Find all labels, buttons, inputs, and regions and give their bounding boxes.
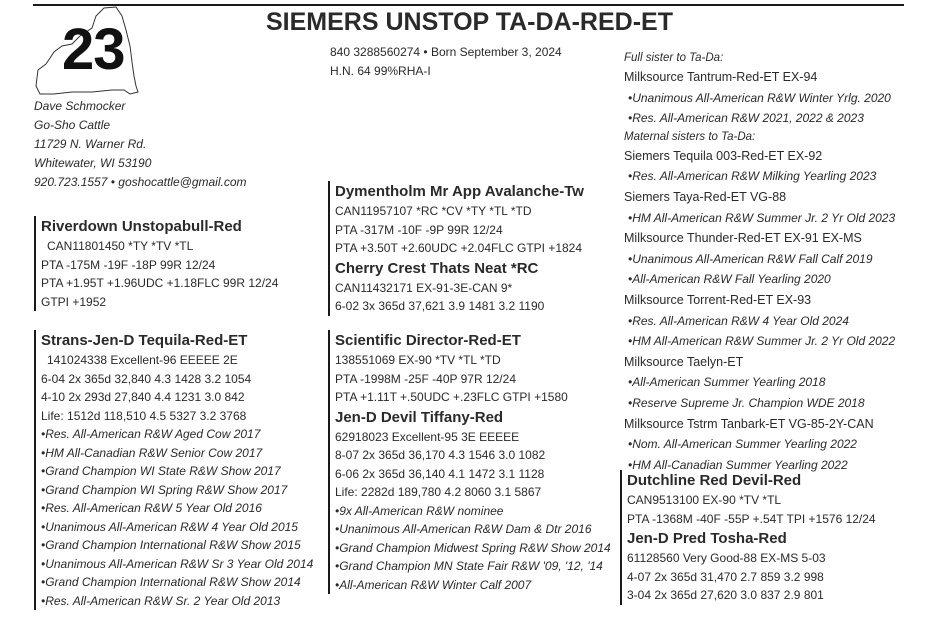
dam-award: •Unanimous All-American R&W 4 Year Old 2015 bbox=[41, 519, 298, 534]
page-title: SIEMERS UNSTOP TA-DA-RED-ET bbox=[266, 8, 673, 36]
dam-dam-award: •Grand Champion MN State Fair R&W '09, '12, '14 bbox=[335, 559, 603, 573]
third-dam-record: 3-04 2x 365d 27,620 3.0 837 2.9 801 bbox=[627, 588, 824, 602]
sister-name: Siemers Taya-Red-ET VG-88 bbox=[624, 189, 787, 204]
registration-info bbox=[330, 43, 562, 81]
sister-award: •Reserve Supreme Jr. Champion WDE 2018 bbox=[628, 395, 865, 410]
sister-award: •All-American Summer Yearling 2018 bbox=[628, 375, 826, 390]
dam-dam-award: •Grand Champion Midwest Spring R&W Show 2014 bbox=[335, 540, 611, 555]
registration-line: H.N. 64 99%RHA-I bbox=[330, 64, 431, 78]
dam-dam-name: Jen-D Devil Tiffany-Red bbox=[335, 408, 504, 426]
dam-award: •Res. All-American R&W Aged Cow 2017 bbox=[41, 427, 261, 441]
dam-sire-line: PTA +1.11T +.50UDC +.23FLC GTPI +1580 bbox=[335, 390, 568, 404]
dam-dam-award: •All-American R&W Winter Calf 2007 bbox=[335, 577, 532, 592]
consignor-line: 920.723.1557 • goshocattle@gmail.com bbox=[34, 175, 247, 189]
dam-name: Strans-Jen-D Tequila-Red-ET bbox=[41, 332, 248, 349]
maternal-sister-label: Maternal sisters to Ta-Da: bbox=[624, 130, 756, 143]
dam-dam-reg: 62918023 Excellent-95 3E EEEEE bbox=[335, 429, 520, 444]
sire-line: PTA +1.95T +1.96UDC +1.18FLC 99R 12/24 bbox=[41, 276, 279, 290]
dam-dam-award: •9x All-American R&W nominee bbox=[335, 503, 504, 518]
sister-award: •Nom. All-American Summer Yearling 2022 bbox=[628, 437, 857, 452]
sire-sire-name: Dymentholm Mr App Avalanche-Tw bbox=[335, 183, 584, 200]
sire-line: PTA -175M -19F -18P 99R 12/24 bbox=[41, 257, 216, 272]
lot-badge bbox=[32, 6, 144, 98]
registration-line: 840 3288560274 • Born September 3, 2024 bbox=[330, 45, 562, 59]
third-dam-name: Jen-D Pred Tosha-Red bbox=[627, 530, 787, 547]
consignor-line: Dave Schmocker bbox=[34, 99, 126, 113]
dam-record: 4-10 2x 293d 27,840 4.4 1231 3.0 842 bbox=[41, 390, 245, 404]
sire-sire-line: CAN11957107 *RC *CV *TY *TL *TD bbox=[335, 204, 532, 218]
third-sire-line: CAN9513100 EX-90 *TV *TL bbox=[627, 493, 782, 507]
top-rule bbox=[33, 4, 904, 6]
dam-award: •HM All-Canadian R&W Senior Cow 2017 bbox=[41, 445, 263, 460]
sister-award: •Res. All-American R&W 4 Year Old 2024 bbox=[628, 313, 849, 328]
consignor-line: 11729 N. Warner Rd. bbox=[34, 137, 147, 151]
family-block bbox=[624, 50, 895, 475]
sire-sire-block bbox=[328, 181, 584, 316]
sire-sire-line: PTA +3.50T +2.60UDC +2.04FLC GTPI +1824 bbox=[335, 241, 583, 255]
third-dam-record: 4-07 2x 365d 31,470 2.7 859 3.2 998 bbox=[627, 569, 824, 584]
dam-sire-block bbox=[328, 330, 611, 594]
dam-award: •Res. All-American R&W Sr. 2 Year Old 2013 bbox=[41, 593, 281, 608]
sister-award: •HM All-Canadian Summer Yearling 2022 bbox=[628, 457, 848, 472]
dam-dam-record: 6-06 2x 365d 36,140 4.1 1472 3.1 1128 bbox=[335, 466, 545, 481]
sister-name: Milksource Taelyn-ET bbox=[624, 354, 744, 369]
sister-award: •Res. All-American R&W 2021, 2022 & 2023 bbox=[628, 111, 864, 126]
sire-sire-line: PTA -317M -10F -9P 99R 12/24 bbox=[335, 222, 503, 237]
sister-award: •HM All-American R&W Summer Jr. 2 Yr Old 2022 bbox=[628, 334, 896, 349]
sister-name: Milksource Torrent-Red-ET EX-93 bbox=[624, 292, 812, 307]
consignor-info bbox=[34, 97, 247, 192]
sire-name: Riverdown Unstopabull-Red bbox=[41, 218, 242, 235]
sister-name: Milksource Tantrum-Red-ET EX-94 bbox=[624, 70, 818, 84]
sire-dam-name: Cherry Crest Thats Neat *RC bbox=[335, 259, 539, 277]
sister-award: •HM All-American R&W Summer Jr. 2 Yr Old 2023 bbox=[628, 210, 896, 225]
full-sister-label: Full sister to Ta-Da: bbox=[624, 52, 724, 64]
dam-award: •Grand Champion International R&W Show 2014 bbox=[41, 575, 301, 589]
dam-award: •Grand Champion WI Spring R&W Show 2017 bbox=[41, 482, 288, 497]
dam-award: •Res. All-American R&W 5 Year Old 2016 bbox=[41, 501, 262, 515]
sire-line: GTPI +1952 bbox=[41, 294, 107, 309]
sire-line: CAN11801450 *TY *TV *TL bbox=[47, 239, 194, 253]
third-sire-name: Dutchline Red Devil-Red bbox=[627, 472, 802, 489]
dam-sire-line: PTA -1998M -25F -40P 97R 12/24 bbox=[335, 371, 516, 386]
dam-reg: 141024338 Excellent-96 EEEEE 2E bbox=[47, 353, 238, 367]
third-gen-block bbox=[620, 470, 876, 605]
dam-sire-line: 138551069 EX-90 *TV *TL *TD bbox=[335, 353, 501, 367]
dam-dam-award: •Unanimous All-American R&W Dam & Dtr 2016 bbox=[335, 522, 592, 536]
dam-block bbox=[34, 330, 313, 610]
sister-award: •Unanimous All-American R&W Fall Calf 2019 bbox=[628, 251, 873, 266]
sister-award: •Res. All-American R&W Milking Yearling 2023 bbox=[628, 169, 877, 184]
dam-award: •Unanimous All-American R&W Sr 3 Year Old 2014 bbox=[41, 556, 314, 571]
sister-name: Siemers Tequila 003-Red-ET EX-92 bbox=[624, 148, 823, 163]
dam-sire-name: Scientific Director-Red-ET bbox=[335, 332, 521, 349]
consignor-line: Whitewater, WI 53190 bbox=[34, 156, 152, 170]
dam-record: 6-04 2x 365d 32,840 4.3 1428 3.2 1054 bbox=[41, 371, 252, 386]
sister-award: •Unanimous All-American R&W Winter Yrlg. 2020 bbox=[628, 90, 891, 105]
sire-dam-line: CAN11432171 EX-91-3E-CAN 9* bbox=[335, 280, 513, 295]
third-dam-reg: 61128560 Very Good-88 EX-MS 5-03 bbox=[627, 551, 826, 565]
dam-dam-record: 8-07 2x 365d 36,170 4.3 1546 3.0 1082 bbox=[335, 448, 546, 462]
dam-award: •Grand Champion WI State R&W Show 2017 bbox=[41, 464, 281, 478]
sire-block bbox=[34, 216, 278, 311]
sister-name: Milksource Tstrm Tanbark-ET VG-85-2Y-CAN bbox=[624, 416, 874, 431]
dam-award: •Grand Champion International R&W Show 2015 bbox=[41, 538, 301, 552]
sister-name: Milksource Thunder-Red-ET EX-91 EX-MS bbox=[624, 231, 862, 246]
sister-award: •All-American R&W Fall Yearling 2020 bbox=[628, 272, 831, 287]
dam-dam-record: Life: 2282d 189,780 4.2 8060 3.1 5867 bbox=[335, 485, 542, 499]
sire-dam-line: 6-02 3x 365d 37,621 3.9 1481 3.2 1190 bbox=[335, 299, 545, 313]
consignor-line: Go-Sho Cattle bbox=[34, 118, 111, 132]
third-sire-line: PTA -1368M -40F -55P +.54T TPI +1576 12/24 bbox=[627, 511, 876, 526]
lot-number: 23 bbox=[62, 17, 125, 82]
dam-record: Life: 1512d 118,510 4.5 5327 3.2 3768 bbox=[41, 408, 247, 423]
